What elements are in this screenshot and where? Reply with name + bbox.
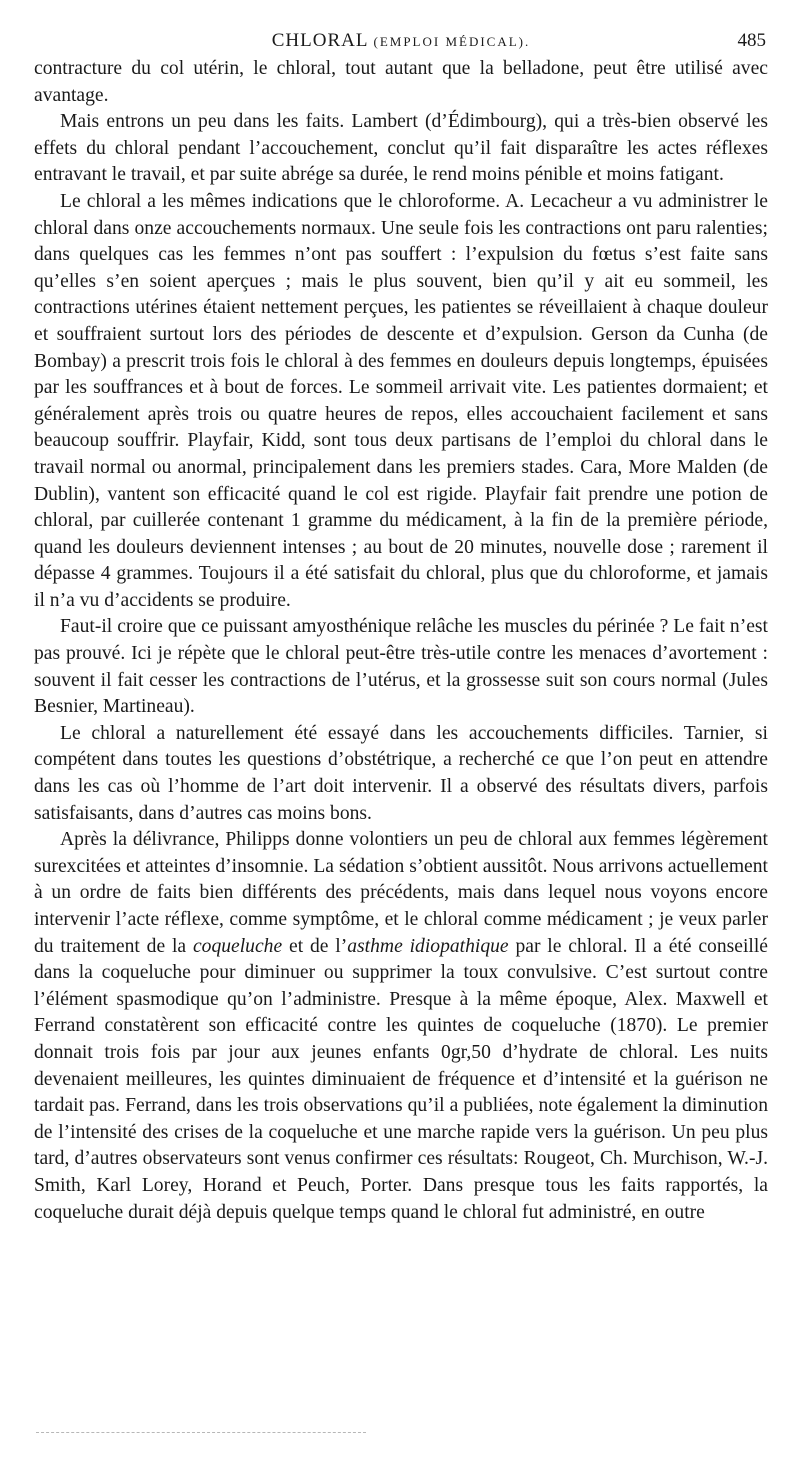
text-run: Le chloral a naturellement été essayé dans les accouchements difficiles. Tarnier, si compétent dans toutes les questions d’obstétrique, a recherché ce que l’on peut en attendre dans les cas où l’homme de l’art doit intervenir. Il a observé des résultats divers, parfois satisfaisants, dans d’autres cas moins bons. xyxy=(34,722,768,824)
italic-term: asthme idiopathique xyxy=(347,935,509,957)
header-title: CHLORAL xyxy=(271,30,368,51)
header-subtitle: (EMPLOI MÉDICAL). xyxy=(373,34,531,49)
paragraph-p6 xyxy=(34,827,768,1226)
paragraph-p2 xyxy=(34,109,768,189)
footer-rule xyxy=(36,1432,366,1433)
text-run: contracture du col utérin, le chloral, tout autant que la belladone, peut être utilisé avec avantage. xyxy=(34,58,768,106)
paragraph-p4 xyxy=(34,614,768,720)
text-run: Mais entrons un peu dans les faits. Lambert (d’Édimbourg), qui a très-bien observé les effets du chloral pendant l’accouchement, conclut qu’il fait disparaître les actes réflexes entravant le travail, et par suite abrége sa durée, le rend moins pénible et moins fatigant. xyxy=(34,111,768,186)
page-number: 485 xyxy=(737,30,766,51)
text-run: Le chloral a les mêmes indications que le chloroforme. A. Lecacheur a vu administrer le chloral dans onze accouchements normaux. Une seule fois les contractions ont paru ralenties; dans quelques cas les femmes n’ont pas souffert : l’expulsion du fœtus s’est faite sans qu’elles s’en soient aperçues ; mais le plus souvent, bien qu’il y ait eu sommeil, les contractions utérines étaient nettement perçues, les patientes se réveillaient à chaque douleur et souffraient surtout lors des périodes de descente et d’expulsion. Gerson da Cunha (de Bombay) a prescrit trois fois le chloral à des femmes en douleurs depuis longtemps, épuisées par les souffrances et à bout de forces. Le sommeil arrivait vite. Les patientes dormaient; et généralement après trois ou quatre heures de repos, elles accouchaient facilement et sans beaucoup souffrir. Playfair, Kidd, sont tous deux partisans de l’emploi du chloral dans le travail normal ou anormal, principalement dans les premiers stades. Cara, More Malden (de Dublin), vantent son efficacité quand le col est rigide. Playfair fait prendre une potion de chloral, par cuillerée contenant 1 gramme du médicament, à la fin de la première période, quand les douleurs deviennent intenses ; au bout de 20 minutes, nouvelle dose ; rarement il dépasse 4 grammes. Toujours il a été satisfait du chloral, plus que du chloroforme, et jamais il n’a vu d’accidents se produire. xyxy=(34,190,768,611)
text-run: Faut-il croire que ce puissant amyosthénique relâche les muscles du périnée ? Le fait n’est pas prouvé. Ici je répète que le chloral peut-être très-utile contre les menaces d’avortement : souvent il fait cesser les contractions de l’utérus, et la grossesse suit son cours normal (Jules Besnier, Martineau). xyxy=(34,616,768,718)
running-header xyxy=(34,26,768,56)
text-run: et de l’ xyxy=(282,935,348,957)
paragraph-p1 xyxy=(34,56,768,109)
paragraph-p3 xyxy=(34,189,768,615)
body-text xyxy=(34,56,768,1226)
running-title xyxy=(34,30,768,52)
document-page xyxy=(34,26,768,1226)
text-run: par le chloral. Il a été conseillé dans la coqueluche pour diminuer ou supprimer la toux convulsive. C’est surtout contre l’élément spasmodique qu’on l’administre. Presque à la même époque, Alex. Maxwell et Ferrand constatèrent son efficacité contre les quintes de coqueluche (1870). Le premier donnait trois fois par jour aux jeunes enfants 0gr,50 d’hydrate de chloral. Les nuits devenaient meilleures, les quintes diminuaient de fréquence et d’intensité et la guérison ne tardait pas. Ferrand, dans les trois observations qu’il a publiées, note également la diminution de l’intensité des crises de la coqueluche et une marche rapide vers la guérison. Un peu plus tard, d’autres observateurs sont venus confirmer ces résultats: Rougeot, Ch. Murchison, W.-J. Smith, Karl Lorey, Horand et Peuch, Porter. Dans presque tous les faits rapportés, la coqueluche durait déjà depuis quelque temps quand le chloral fut administré, en outre xyxy=(34,935,768,1223)
italic-term: coqueluche xyxy=(192,935,283,957)
text-run: Après la délivrance, Philipps donne volontiers un peu de chloral aux femmes légèrement surexcitées et atteintes d’insomnie. La sédation s’obtient aussitôt. Nous arrivons actuellement à un ordre de faits bien différents des précédents, mais dans lequel nous voyons encore intervenir l’acte réflexe, comme symptôme, et le chloral comme médicament ; je veux parler du traitement de la xyxy=(34,829,768,957)
paragraph-p5 xyxy=(34,721,768,827)
